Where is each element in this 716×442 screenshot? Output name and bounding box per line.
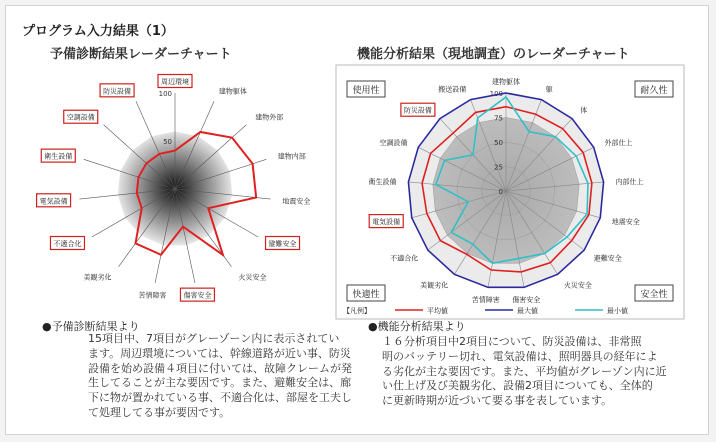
radar-axis-label: 不適合化 (390, 254, 419, 263)
left-section-title: ●予備診断結果より (42, 320, 140, 333)
radar-tick-label: 100 (158, 90, 172, 98)
left-paragraph-line: 15項目中、7項目がグレーゾーン内に表示されてい (88, 332, 340, 345)
radar-axis-label-group (604, 138, 632, 147)
radar-axis-label: 地震安全 (611, 218, 640, 227)
left-paragraph-line: 設備を始め設備４項目に付いては、故障クレームが発 (88, 361, 352, 375)
right-paragraph-line: １６分析項目中2項目について、防災設備は、非常照 (382, 335, 642, 348)
radar-axis-label: 外部仕上 (604, 138, 633, 147)
right-paragraph-line: い仕上げ及び美観劣化、設備2項目についても、全体的 (382, 379, 653, 393)
function-analysis-radar-chart (335, 64, 685, 320)
radar-tick-label: 25 (494, 163, 503, 172)
radar-axis-label-group (492, 77, 520, 86)
radar-axis-label-group (278, 152, 306, 161)
radar-axis-label: 傷害安全 (512, 296, 541, 305)
radar-axis-label-group (546, 84, 553, 93)
radar-axis-label: 美観劣化 (420, 281, 449, 290)
left-paragraph-line: 下に物が置かれている事、不適合化は、部屋を工夫し (88, 391, 352, 405)
radar-axis-label-group (616, 177, 644, 186)
radar-axis-label: 電気設備 (372, 218, 401, 227)
radar-axis-label-group (438, 84, 466, 93)
legend-label: 最大値 (517, 307, 538, 315)
radar-axis-label: 衛生設備 (44, 152, 73, 161)
radar-axis-label-group (84, 272, 112, 281)
radar-axis-label: 火災安全 (563, 281, 592, 290)
radar-axis-label: 苦情障害 (471, 296, 500, 305)
radar-tick-label: 0 (498, 188, 503, 196)
radar-axis-label: 美観劣化 (83, 273, 112, 282)
radar-axis-label: 電気設備 (39, 197, 68, 206)
radar-axis-label: 建物躯体 (492, 78, 520, 86)
radar-axis-label-group (219, 86, 247, 95)
left-paragraph-line: 生してることが主な要因です。また、避難安全は、廊 (88, 376, 352, 390)
radar-axis-label-group (612, 217, 640, 226)
radar-axis-label: 空調設備 (379, 138, 408, 147)
corner-label-group (347, 285, 385, 301)
radar-axis-label-group (368, 177, 396, 186)
radar-axis-label: 建物内部 (277, 152, 306, 161)
left-paragraph-line: て処理してる事が要因です。 (88, 405, 231, 419)
radar-axis-label-group (420, 281, 448, 290)
radar-axis-label-group (50, 237, 84, 250)
radar-axis-label-group (238, 272, 266, 281)
radar-axis-label-group (580, 106, 587, 115)
radar-axis-label: 躯 (545, 85, 553, 94)
right-paragraph (382, 335, 667, 409)
right-paragraph-line: る劣化が主な要因です。また、平均値がグレーゾン内に近 (382, 364, 667, 378)
left-paragraph-line: ます。周辺環境については、幹線道路が近い事、防災 (88, 346, 351, 360)
radar-axis-label-group (180, 288, 214, 301)
radar-axis-label-group (594, 253, 622, 262)
radar-axis-label: 建物躯体 (218, 87, 247, 96)
radar-axis-label: 火災安全 (238, 273, 267, 282)
radar-axis-label: 建物外部 (255, 113, 284, 122)
left-chart-heading: 予備診断結果レーダーチャート (50, 47, 232, 62)
radar-tick-label: 50 (494, 139, 503, 147)
radar-axis-label-group (139, 291, 167, 300)
corner-label-group (635, 81, 673, 97)
radar-axis-label-group (564, 281, 592, 290)
page-title: プログラム入力結果（1） (22, 24, 174, 39)
radar-axis-label: 防災設備 (403, 106, 432, 115)
corner-label-group (347, 81, 385, 97)
radar-axis-label: 空調設備 (66, 113, 95, 122)
radar-axis-label-group (64, 110, 98, 123)
corner-label: 安全性 (640, 290, 668, 300)
preliminary-radar-chart (20, 64, 330, 314)
radar-axis-label-group (41, 149, 75, 162)
right-paragraph-line: 明のバッテリー切れ、電気設備は、照明器具の経年によ (382, 349, 658, 363)
radar-tick-label: 75 (494, 114, 503, 123)
legend-label: 最小値 (607, 307, 628, 315)
right-chart-heading: 機能分析結果（現地調査）のレーダーチャート (357, 47, 630, 62)
radar-axis-label: 苦情障害 (138, 291, 167, 300)
radar-axis-label: 地震安全 (282, 197, 311, 206)
radar-axis-label: 衛生設備 (368, 177, 397, 186)
corner-label-group (635, 285, 673, 301)
radar-axis-label: 防災設備 (103, 87, 132, 96)
radar-axis-label-group (266, 237, 300, 250)
radar-tick-label: 100 (489, 90, 503, 98)
radar-axis-label-group (390, 253, 418, 262)
radar-axis-label-group (100, 84, 134, 97)
radar-axis-label: 不適合化 (53, 240, 82, 248)
radar-axis-label: 内部仕上 (615, 177, 644, 186)
radar-axis-label: 傷害安全 (183, 291, 212, 300)
radar-axis-label: 避難安全 (593, 254, 622, 263)
corner-label: 耐久性 (640, 86, 668, 96)
radar-axis-label-group (380, 138, 408, 147)
legend-title: 【凡例】 (343, 307, 371, 315)
legend-label: 平均値 (427, 307, 448, 315)
radar-axis-label-group (282, 196, 310, 205)
radar-axis-label: 周辺環境 (161, 78, 189, 86)
corner-label: 使用性 (352, 86, 380, 96)
right-section-title: ●機能分析結果より (368, 320, 466, 333)
radar-tick-label: 50 (163, 138, 172, 146)
radar-axis-label: 避難安全 (268, 240, 297, 248)
left-paragraph (88, 332, 352, 421)
radar-axis-label-group (37, 194, 71, 207)
radar-axis-label: 搬送設備 (438, 85, 467, 94)
radar-axis-label-group (512, 295, 540, 304)
radar-axis-label-group (472, 295, 500, 304)
radar-axis-label: 体 (580, 106, 588, 115)
radar-tick-label: 0 (167, 186, 172, 194)
radar-axis-label-group (158, 75, 192, 88)
right-paragraph-line: に更新時期が近づいて要る事を表しています。 (382, 394, 613, 408)
radar-axis-label-group (255, 113, 283, 122)
corner-label: 快適性 (352, 290, 380, 300)
